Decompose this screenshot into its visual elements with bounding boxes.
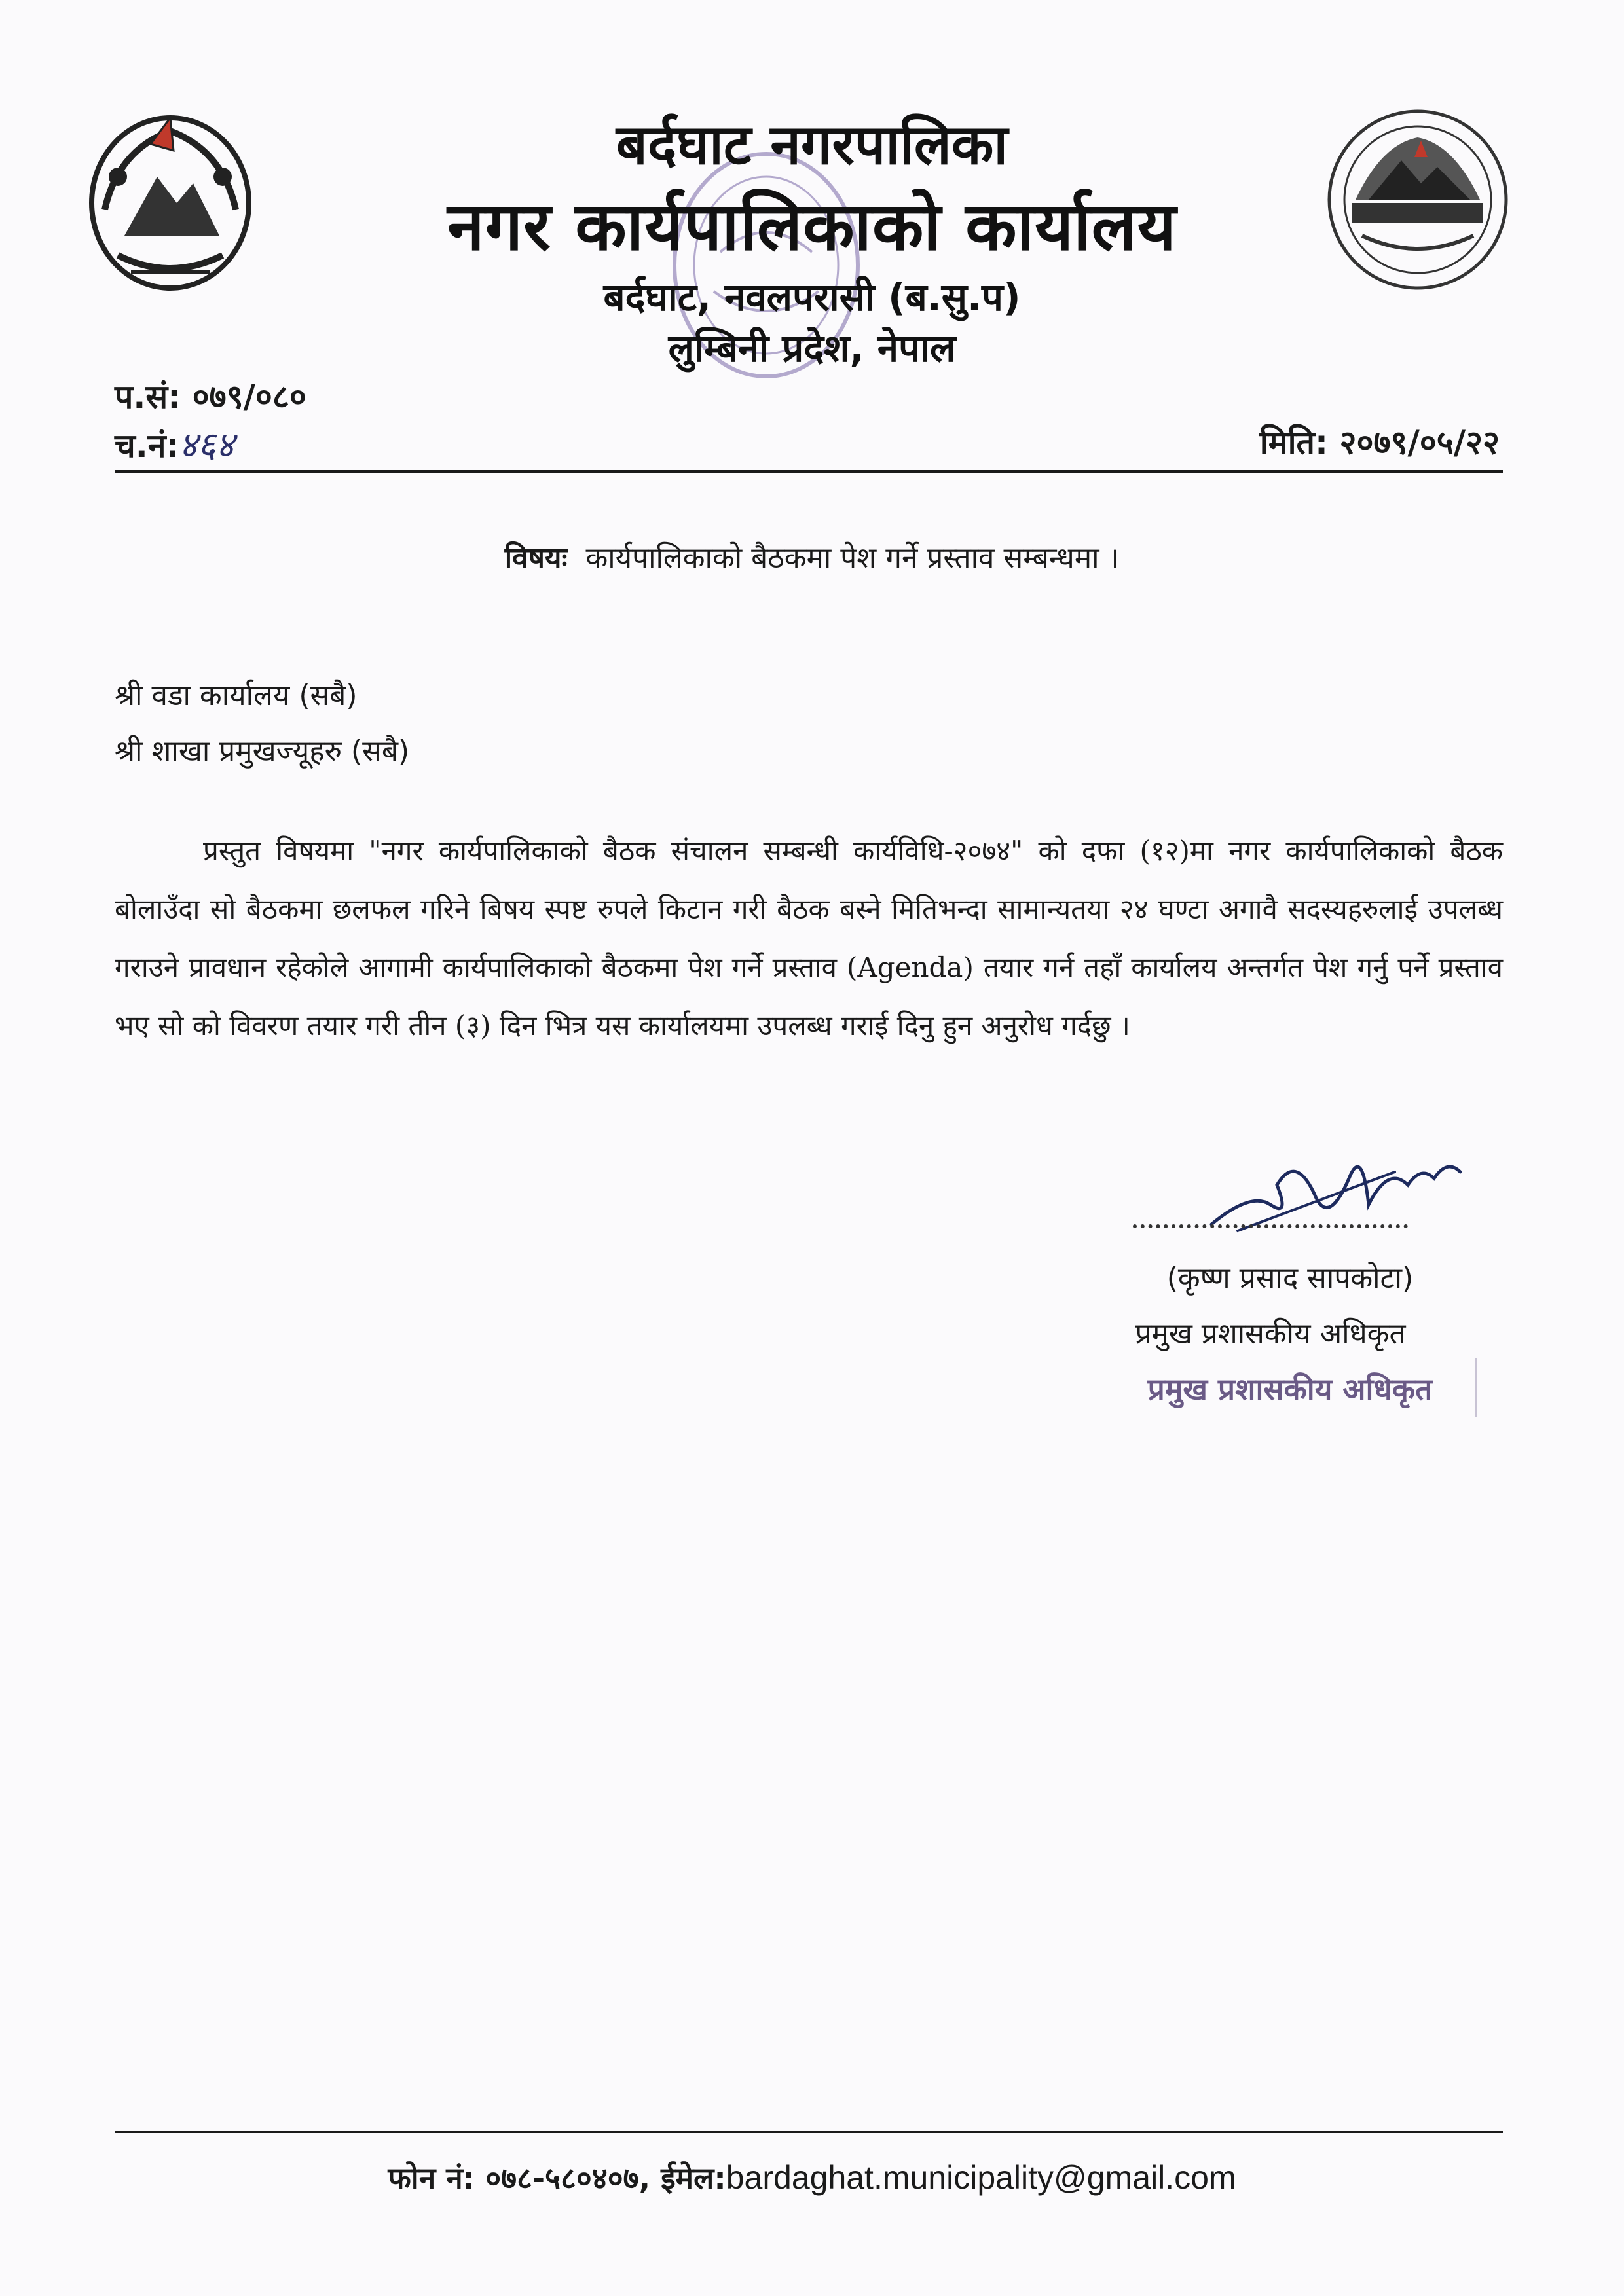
cn-value: ४६४ — [179, 424, 234, 465]
signature-line — [1133, 1224, 1408, 1228]
date-label: मिति: — [1259, 424, 1329, 462]
signatory-stamp: प्रमुख प्रशासकीय अधिकृत — [1147, 1372, 1433, 1407]
cn-label: च.नं: — [115, 427, 179, 465]
letter-body: प्रस्तुत विषयमा "नगर कार्यपालिकाको बैठक संचालन सम्बन्धी कार्यविधि-२०७४" को दफा (१२)मा नगर कार्यपालिकाको बैठक बोलाउँदा सो बैठकमा छलफल गरिने बिषय स्पष्ट रुपले किटान गरी बैठक बस्ने मितिभन्दा सामान्यतया २४ घण्टा अगावै सदस्यहरुलाई उपलब्ध गराउने प्रावधान रहेकोले आगामी कार्यपालिकाको बैठकमा पेश गर्ने प्रस्ताव (Agenda) तयार गर्न तहाँ कार्यालय अन्तर्गत पेश गर्नु पर्ने प्रस्ताव भए सो को विवरण तयार गरी तीन (३) दिन भित्र यस कार्यालयमा उपलब्ध गराई दिनु हुन अनुरोध गर्दछु । — [115, 835, 1504, 1042]
footer-phone: फोन नं: ०७८-५८०४०७, ईमेल: — [388, 2160, 726, 2196]
patra-sankhya — [115, 373, 306, 418]
footer-email: bardaghat.municipality@gmail.com — [726, 2159, 1236, 2196]
chalani-number — [115, 419, 234, 467]
footer-divider — [115, 2131, 1503, 2133]
footer-contact — [0, 2157, 1624, 2198]
ps-value: ०७९/०८० — [192, 378, 306, 416]
header-divider — [115, 470, 1503, 473]
subject-label: विषयः — [504, 541, 568, 575]
addressee-1: श्री वडा कार्यालय (सबै) — [115, 679, 358, 712]
ps-label: प.सं: — [115, 378, 181, 416]
letter-date — [1260, 419, 1500, 464]
office-name: नगर कार्यपालिकाको कार्यालय — [447, 188, 1177, 266]
office-province: लुम्बिनी प्रदेश, नेपाल — [668, 326, 956, 371]
stamp-edge — [1475, 1358, 1477, 1417]
subject-text: कार्यपालिकाको बैठकमा पेश गर्ने प्रस्ताव सम्बन्धमा । — [585, 541, 1120, 575]
signatory-name: (कृष्ण प्रसाद सापकोटा) — [1166, 1262, 1414, 1295]
signatory-title: प्रमुख प्रशासकीय अधिकृत — [1135, 1317, 1406, 1351]
handwritten-signature-icon — [1198, 1126, 1480, 1237]
office-location: बर्दघाट, नवलपरासी (ब.सु.प) — [603, 275, 1021, 319]
date-value: २०७९/०५/२२ — [1339, 424, 1500, 462]
subject-line — [0, 537, 1624, 576]
municipality-name: बर्दघाट नगरपालिका — [616, 113, 1008, 177]
addressee-2: श्री शाखा प्रमुखज्यूहरु (सबै) — [115, 735, 410, 768]
